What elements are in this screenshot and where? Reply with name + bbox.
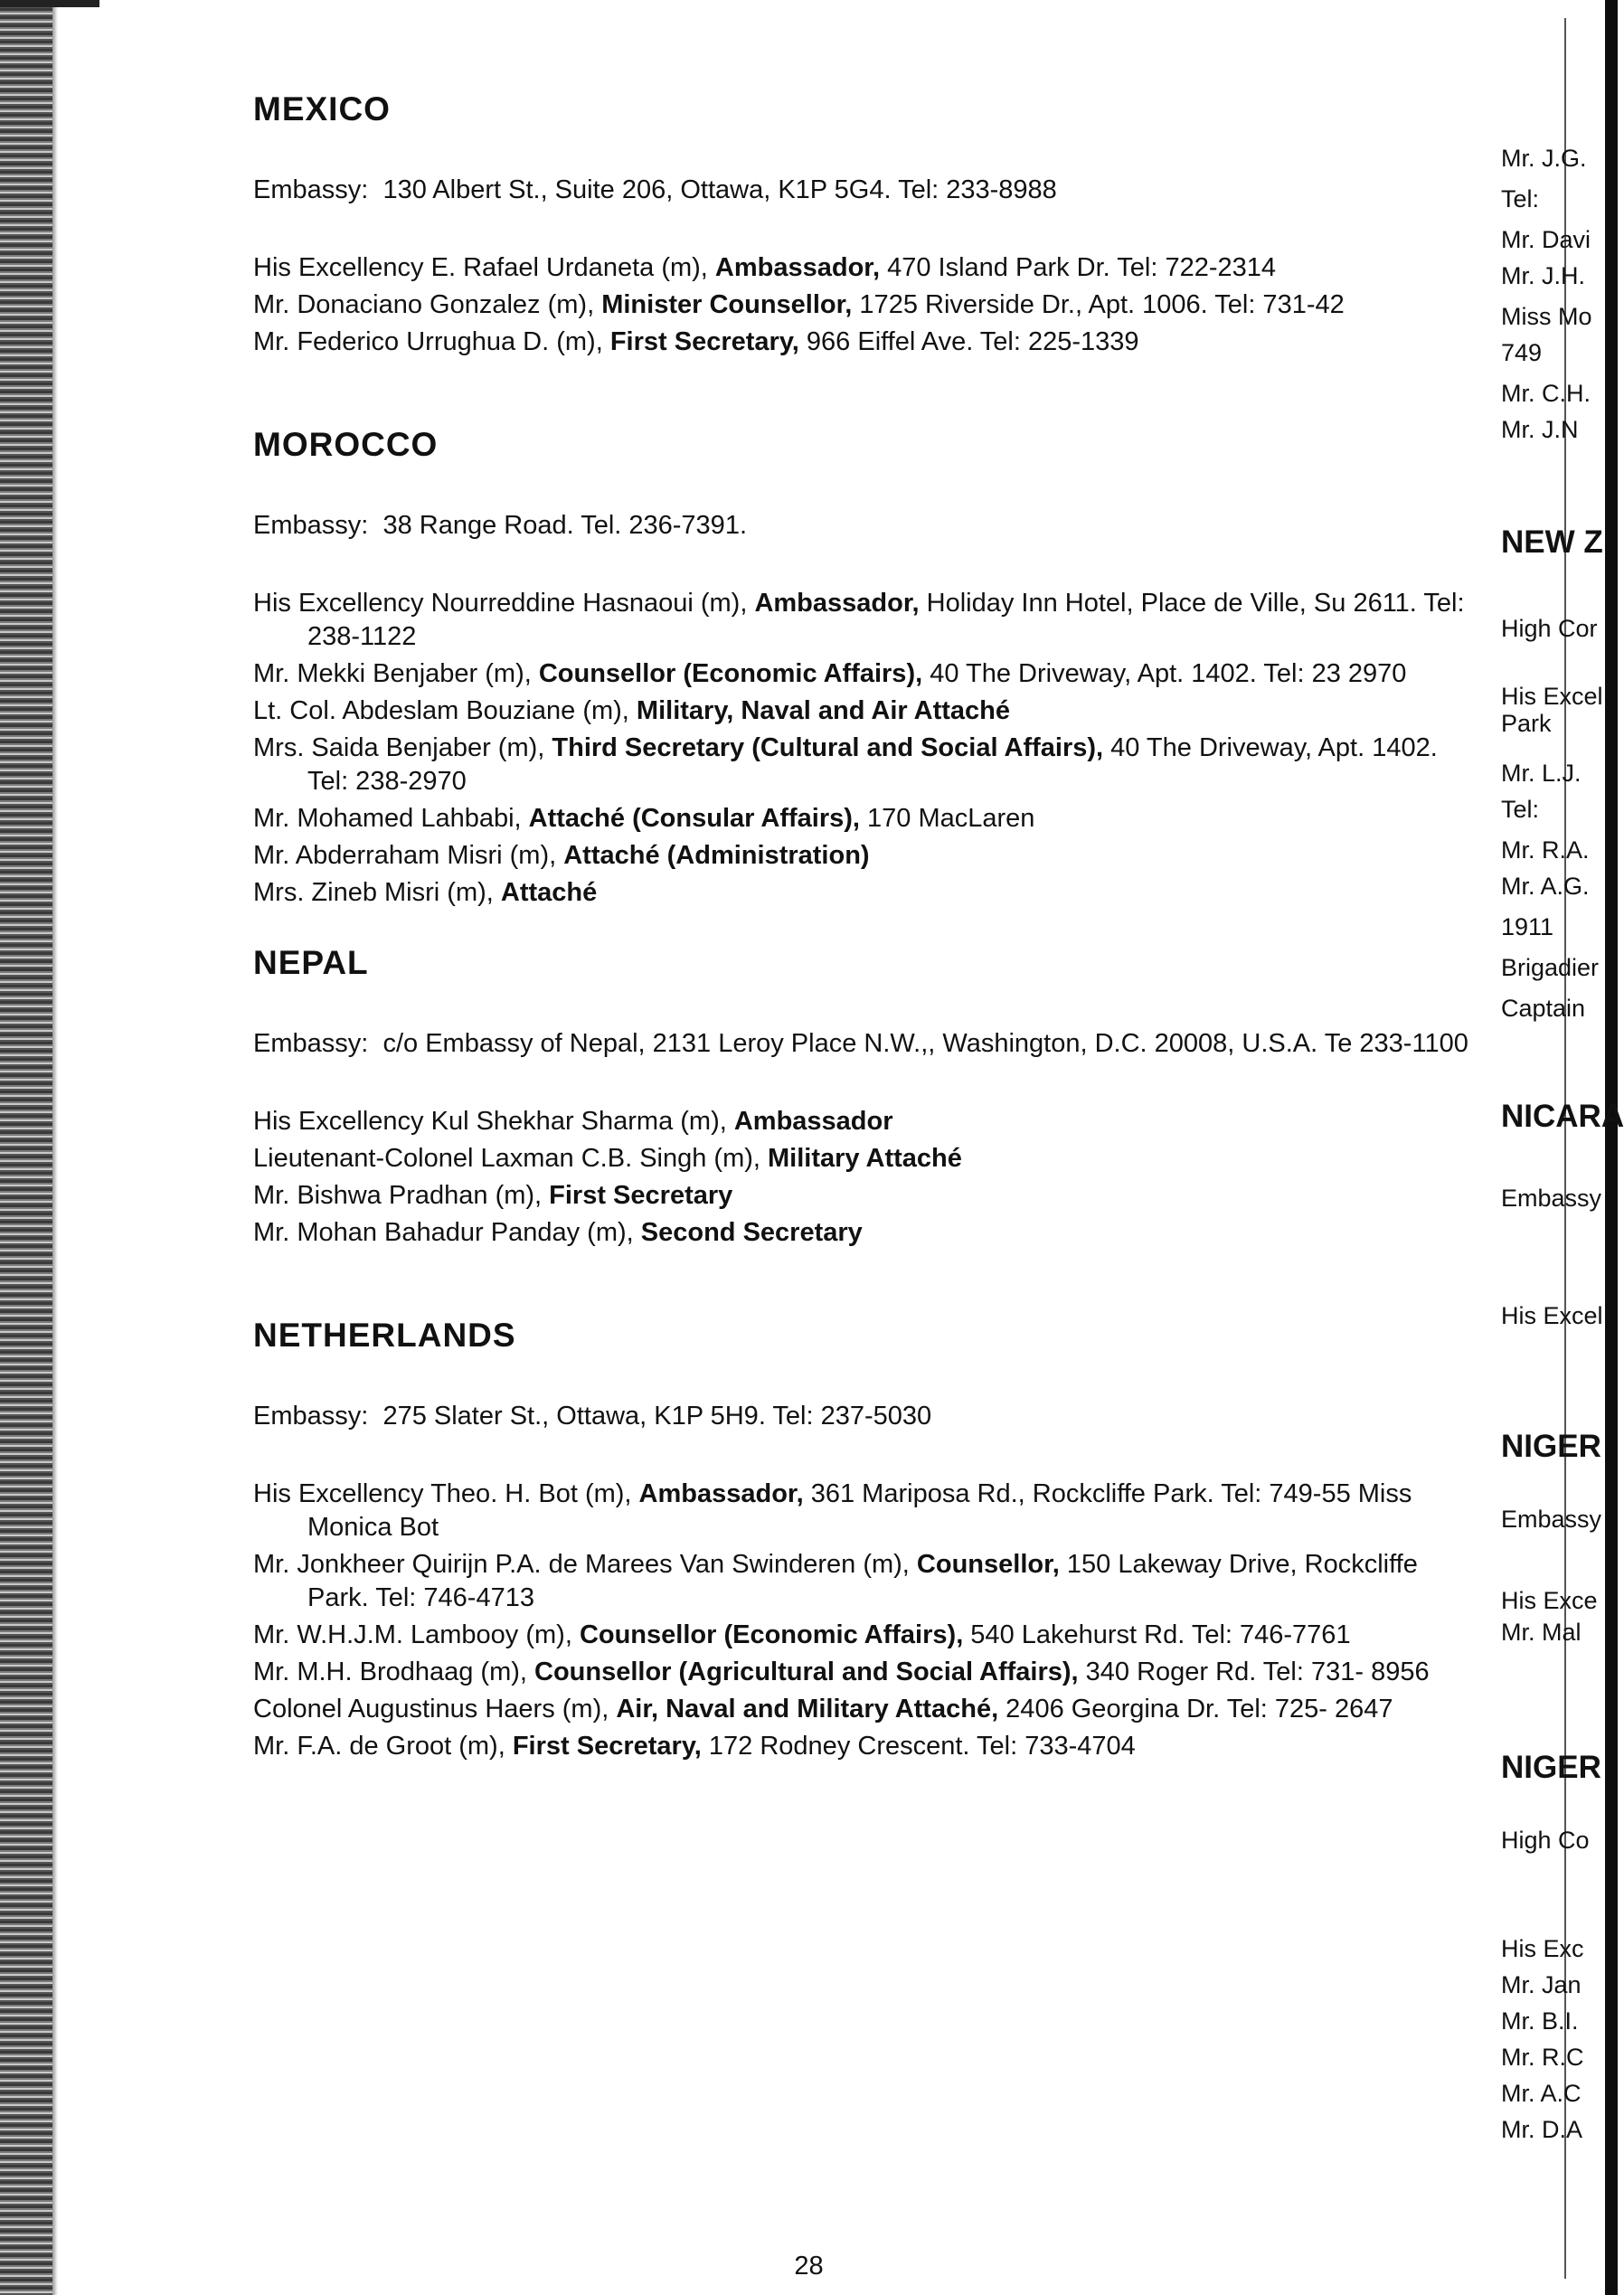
- adjacent-entry-fragment: Brigadier: [1501, 954, 1600, 981]
- diplomatic-title: Ambassador,: [714, 253, 881, 282]
- embassy-address: c/o Embassy of Nepal, 2131 Leroy Place N.W.,, Washington, D.C. 20008, U.S.A. Te 233-1100: [382, 1029, 1468, 1058]
- embassy-line: [253, 1027, 1474, 1060]
- person-name: Mr. Federico Urrughua D. (m),: [253, 327, 610, 356]
- contact-details: 150 Lakeway Drive, Rockcliffe Park. Tel: 746-4713: [307, 1550, 1418, 1612]
- adjacent-entry-fragment: His Exc: [1501, 1935, 1584, 1962]
- adjacent-entry-fragment: Mr. J.N: [1501, 416, 1579, 443]
- country-heading: MEXICO: [253, 90, 391, 128]
- adjacent-entry-fragment: Mr. R.C: [1501, 2044, 1584, 2071]
- directory-entry: [253, 1730, 1474, 1763]
- country-section-mexico: [253, 90, 1474, 359]
- adjacent-entry-fragment: His Exce: [1501, 1587, 1598, 1614]
- diplomatic-title: Counsellor (Economic Affairs),: [538, 659, 923, 688]
- diplomatic-title: Counsellor (Economic Affairs),: [579, 1620, 964, 1649]
- adjacent-entry-fragment: Mr. A.G.: [1501, 873, 1590, 900]
- embassy-line: [253, 1400, 1474, 1432]
- adjacent-page-column: [1501, 0, 1624, 2295]
- directory-entry: [253, 694, 1474, 728]
- directory-entry: [253, 1656, 1474, 1689]
- country-heading: NEPAL: [253, 944, 369, 981]
- diplomatic-title: Air, Naval and Military Attaché,: [616, 1695, 999, 1724]
- adjacent-country-heading: NICARA: [1501, 1099, 1624, 1134]
- contact-details: 1725 Riverside Dr., Apt. 1006. Tel: 731-42: [852, 290, 1345, 319]
- embassy-address: 275 Slater St., Ottawa, K1P 5H9. Tel: 237-5030: [382, 1402, 932, 1431]
- adjacent-entry-fragment: Mr. Jan: [1501, 1971, 1582, 1998]
- diplomatic-title: Third Secretary (Cultural and Social Affairs),: [552, 733, 1104, 762]
- embassy-address: 38 Range Road. Tel. 236-7391.: [382, 511, 747, 540]
- country-section-morocco: [253, 426, 1474, 910]
- diplomatic-title: Minister Counsellor,: [601, 290, 853, 319]
- person-name: Mr. Jonkheer Quirijn P.A. de Marees Van Swinderen (m),: [253, 1550, 917, 1579]
- diplomatic-title: Ambassador: [733, 1107, 893, 1136]
- directory-main-column: [253, 90, 1474, 1767]
- adjacent-entry-fragment: Mr. B.I.: [1501, 2007, 1579, 2035]
- adjacent-entry-fragment: Mr. L.J.: [1501, 760, 1582, 787]
- person-name: Lieutenant-Colonel Laxman C.B. Singh (m),: [253, 1144, 769, 1173]
- contact-details: 40 The Driveway, Apt. 1402. Tel: 238-2970: [307, 733, 1438, 796]
- diplomatic-title: Attaché (Administration): [563, 841, 870, 870]
- adjacent-entry-fragment: Mr. A.C: [1501, 2080, 1582, 2107]
- scan-edge-right: [1605, 0, 1618, 2295]
- embassy-label: Embassy:: [253, 511, 369, 540]
- adjacent-entry-fragment: Mr. Davi: [1501, 226, 1591, 253]
- person-name: Mr. Mohamed Lahbabi,: [253, 804, 529, 833]
- person-name: His Excellency Kul Shekhar Sharma (m),: [253, 1107, 734, 1136]
- adjacent-entry-fragment: Mr. C.H.: [1501, 380, 1591, 407]
- person-name: His Excellency E. Rafael Urdaneta (m),: [253, 253, 715, 282]
- person-name: His Excellency Theo. H. Bot (m),: [253, 1479, 639, 1508]
- scan-artifact-top: [0, 0, 99, 7]
- directory-entry: [253, 1142, 1474, 1176]
- entry-list: [253, 587, 1474, 910]
- directory-entry: [253, 251, 1474, 285]
- diplomatic-title: First Secretary,: [512, 1732, 702, 1761]
- person-name: Mr. W.H.J.M. Lambooy (m),: [253, 1620, 580, 1649]
- contact-details: 170 MacLaren: [859, 804, 1035, 833]
- adjacent-entry-fragment: Mr. J.H.: [1501, 262, 1585, 289]
- adjacent-entry-fragment: Mr. R.A.: [1501, 836, 1590, 864]
- person-name: Mrs. Saida Benjaber (m),: [253, 733, 552, 762]
- diplomatic-title: Counsellor (Agricultural and Social Affairs),: [534, 1658, 1079, 1686]
- contact-details: 172 Rodney Crescent. Tel: 733-4704: [701, 1732, 1136, 1761]
- country-section-nepal: [253, 944, 1474, 1250]
- directory-entry: [253, 1105, 1474, 1138]
- adjacent-entry-fragment: Mr. D.A: [1501, 2116, 1583, 2143]
- person-name: Mr. Donaciano Gonzalez (m),: [253, 290, 602, 319]
- embassy-label: Embassy:: [253, 1402, 369, 1431]
- contact-details: 40 The Driveway, Apt. 1402. Tel: 23 2970: [922, 659, 1407, 688]
- diplomatic-title: Attaché (Consular Affairs),: [528, 804, 860, 833]
- adjacent-country-heading: NIGER: [1501, 1429, 1601, 1464]
- person-name: Mr. Abderraham Misri (m),: [253, 841, 564, 870]
- country-heading: MOROCCO: [253, 426, 439, 463]
- diplomatic-title: Attaché: [500, 878, 598, 907]
- directory-entry: [253, 732, 1474, 798]
- diplomatic-title: Counsellor,: [916, 1550, 1060, 1579]
- embassy-line: [253, 509, 1474, 542]
- scan-binding-edge: [0, 0, 52, 2295]
- diplomatic-title: First Secretary: [549, 1181, 733, 1210]
- person-name: Mr. Mekki Benjaber (m),: [253, 659, 539, 688]
- directory-entry: [253, 587, 1474, 654]
- adjacent-entry-fragment: Tel:: [1501, 185, 1540, 212]
- directory-entry: [253, 657, 1474, 691]
- contact-details: 470 Island Park Dr. Tel: 722-2314: [880, 253, 1277, 282]
- diplomatic-title: Ambassador,: [754, 589, 920, 618]
- directory-entry: [253, 1478, 1474, 1544]
- adjacent-entry-fragment: High Cor: [1501, 615, 1598, 642]
- adjacent-entry-fragment: Mr. Mal: [1501, 1619, 1582, 1646]
- person-name: Colonel Augustinus Haers (m),: [253, 1695, 617, 1724]
- person-name: Mrs. Zineb Misri (m),: [253, 878, 501, 907]
- person-name: Mr. M.H. Brodhaag (m),: [253, 1658, 535, 1686]
- directory-entry: [253, 1619, 1474, 1652]
- adjacent-entry-fragment: Captain: [1501, 995, 1586, 1022]
- diplomatic-title: First Secretary,: [609, 327, 799, 356]
- entry-list: [253, 251, 1474, 359]
- contact-details: 340 Roger Rd. Tel: 731- 8956: [1078, 1658, 1430, 1686]
- diplomatic-title: Second Secretary: [640, 1218, 863, 1247]
- adjacent-entry-fragment: Tel:: [1501, 796, 1540, 823]
- adjacent-entry-fragment: 749: [1501, 339, 1543, 366]
- adjacent-country-heading: NIGER: [1501, 1750, 1601, 1785]
- contact-details: Holiday Inn Hotel, Place de Ville, Su 2611. Tel: 238-1122: [307, 589, 1465, 651]
- person-name: Mr. F.A. de Groot (m),: [253, 1732, 513, 1761]
- contact-details: 966 Eiffel Ave. Tel: 225-1339: [798, 327, 1139, 356]
- scan-binding-shadow: [52, 0, 58, 2295]
- person-name: Lt. Col. Abdeslam Bouziane (m),: [253, 696, 637, 725]
- directory-entry: [253, 1216, 1474, 1250]
- adjacent-entry-fragment: His Excel: [1501, 1302, 1603, 1329]
- adjacent-entry-fragment: Embassy: [1501, 1185, 1602, 1212]
- person-name: Mr. Mohan Bahadur Panday (m),: [253, 1218, 641, 1247]
- diplomatic-title: Military, Naval and Air Attaché: [636, 696, 1011, 725]
- person-name: Mr. Bishwa Pradhan (m),: [253, 1181, 550, 1210]
- directory-entry: [253, 1548, 1474, 1615]
- adjacent-entry-fragment: 1911: [1501, 913, 1554, 940]
- adjacent-entry-fragment: Park: [1501, 710, 1552, 737]
- adjacent-entry-fragment: Embassy: [1501, 1506, 1602, 1533]
- directory-entry: [253, 326, 1474, 359]
- entry-list: [253, 1105, 1474, 1250]
- page-number: 28: [794, 2252, 824, 2281]
- country-section-netherlands: [253, 1317, 1474, 1763]
- contact-details: 2406 Georgina Dr. Tel: 725- 2647: [998, 1695, 1393, 1724]
- entry-list: [253, 1478, 1474, 1763]
- directory-entry: [253, 1693, 1474, 1726]
- contact-details: 361 Mariposa Rd., Rockcliffe Park. Tel: 749-55 Miss Monica Bot: [307, 1479, 1412, 1542]
- embassy-label: Embassy:: [253, 175, 369, 204]
- directory-entry: [253, 288, 1474, 322]
- embassy-address: 130 Albert St., Suite 206, Ottawa, K1P 5G4. Tel: 233-8988: [382, 175, 1057, 204]
- diplomatic-title: Ambassador,: [638, 1479, 804, 1508]
- adjacent-entry-fragment: His Excel: [1501, 683, 1603, 710]
- embassy-line: [253, 174, 1474, 206]
- country-heading: NETHERLANDS: [253, 1317, 516, 1354]
- contact-details: 540 Lakehurst Rd. Tel: 746-7761: [963, 1620, 1351, 1649]
- adjacent-country-heading: NEW Z: [1501, 524, 1603, 560]
- adjacent-entry-fragment: High Co: [1501, 1827, 1590, 1854]
- person-name: His Excellency Nourreddine Hasnaoui (m),: [253, 589, 755, 618]
- directory-entry: [253, 876, 1474, 910]
- diplomatic-title: Military Attaché: [768, 1144, 962, 1173]
- embassy-label: Embassy:: [253, 1029, 369, 1058]
- adjacent-entry-fragment: Miss Mo: [1501, 303, 1592, 330]
- directory-entry: [253, 839, 1474, 873]
- adjacent-entry-fragment: Mr. J.G.: [1501, 145, 1587, 172]
- directory-entry: [253, 802, 1474, 836]
- directory-entry: [253, 1179, 1474, 1213]
